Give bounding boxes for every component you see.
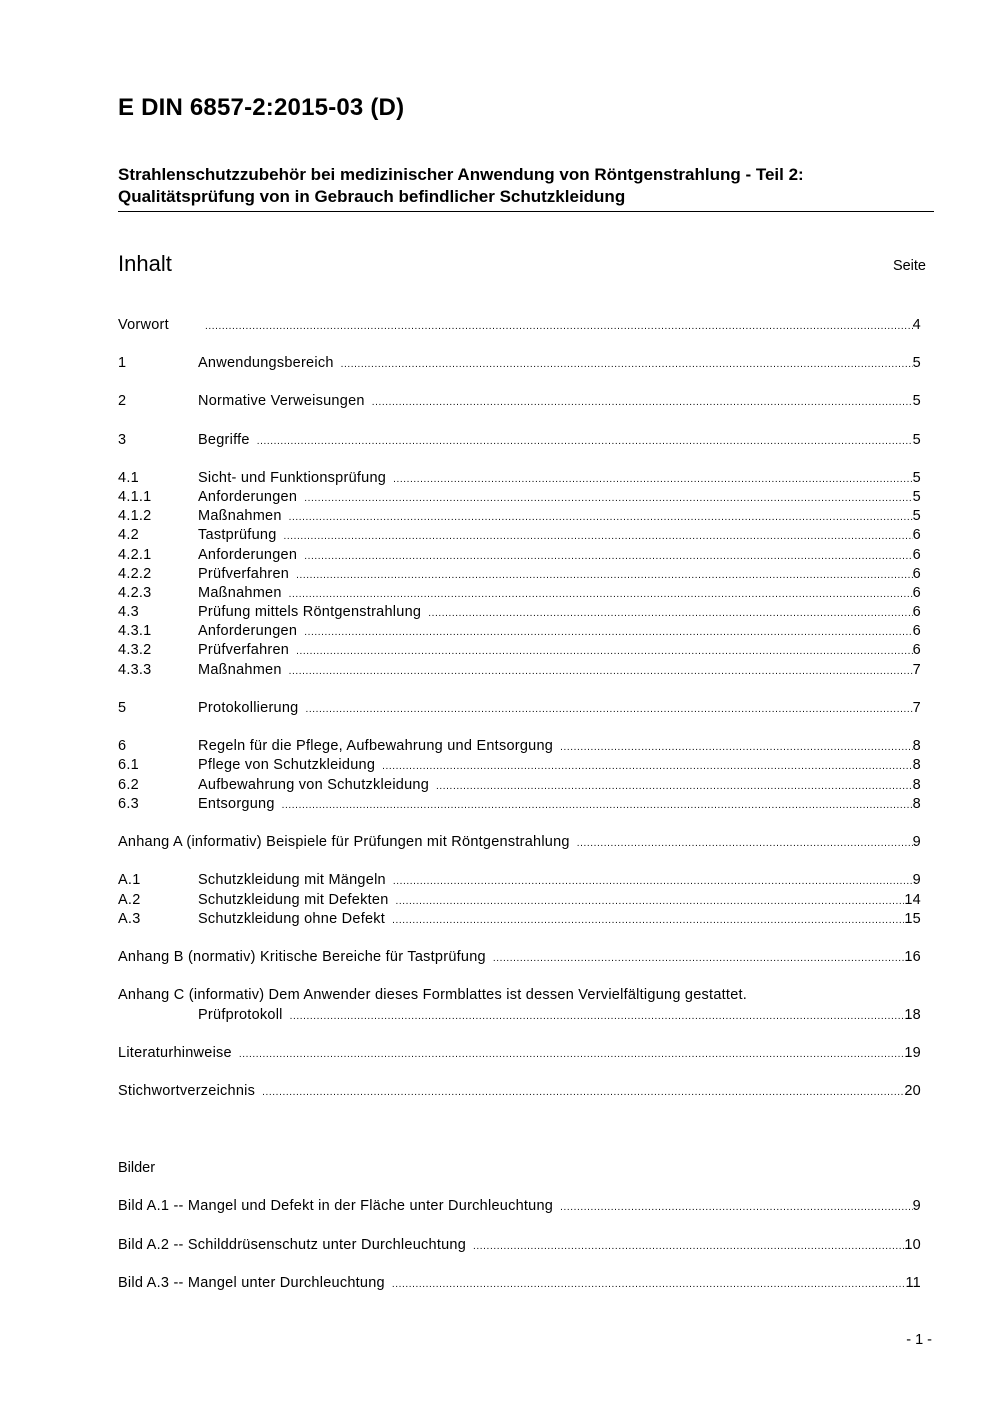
toc-entry-page: 5 — [912, 489, 921, 505]
toc-entry-anhang-a[interactable] — [118, 832, 921, 852]
toc-entry-number: 2 — [118, 393, 127, 409]
toc-entry-4-2-2[interactable] — [118, 564, 921, 584]
toc-entry-6[interactable] — [118, 736, 921, 756]
toc-entry-text: Stichwortverzeichnis — [118, 1083, 256, 1099]
toc-entry-anhang-b[interactable] — [118, 947, 921, 967]
figure-entry-a-2[interactable] — [118, 1235, 921, 1255]
toc-entry-page: 7 — [912, 700, 921, 716]
document-title — [118, 164, 934, 212]
toc-entry-number: 4.1.2 — [118, 508, 152, 524]
toc-heading: Inhalt — [118, 251, 172, 276]
title-line-2: Qualitätsprüfung von in Gebrauch befindlicher Schutzkleidung — [118, 187, 626, 206]
toc-entry-page: 8 — [912, 777, 921, 793]
toc-entry-page: 6 — [912, 585, 921, 601]
toc-entry-number: 4.2.3 — [118, 585, 152, 601]
figure-entry-text: Bild A.2 -- Schilddrüsenschutz unter Durchleuchtung — [118, 1237, 467, 1253]
toc-entry-page: 14 — [904, 892, 921, 908]
toc-leader-dots — [282, 796, 913, 816]
toc-leader-dots — [382, 757, 913, 777]
figure-entry-text: Bild A.3 -- Mangel unter Durchleuchtung — [118, 1275, 385, 1291]
toc-entry-page: 5 — [912, 508, 921, 524]
toc-leader-dots — [305, 700, 912, 720]
toc-entry-page: 15 — [904, 911, 921, 927]
toc-entry-page: 5 — [912, 470, 921, 486]
page-column-label: Seite — [892, 258, 926, 274]
toc-entry-text: Prüfung mittels Röntgenstrahlung — [198, 604, 422, 620]
toc-entry-text: Pflege von Schutzkleidung — [198, 757, 376, 773]
toc-entry-number: 5 — [118, 700, 127, 716]
toc-entry-text: Protokollierung — [198, 700, 299, 716]
toc-entry-text: Entsorgung — [198, 796, 275, 812]
toc-entry-number: A.2 — [118, 892, 141, 908]
figure-entry-text: Bild A.1 -- Mangel und Defekt in der Fläche unter Durchleuchtung — [118, 1198, 554, 1214]
toc-entry-number: 4.1.1 — [118, 489, 152, 505]
toc-entry-page: 8 — [912, 738, 921, 754]
toc-leader-dots — [392, 911, 904, 931]
figure-entry-page: 9 — [912, 1198, 921, 1214]
toc-entry-6-3[interactable] — [118, 794, 921, 814]
toc-entry-stichwortverzeichnis[interactable] — [118, 1081, 921, 1101]
toc-entry-a-2[interactable] — [118, 890, 921, 910]
toc-entry-page: 6 — [912, 642, 921, 658]
toc-entry-literaturhinweise[interactable] — [118, 1043, 921, 1063]
figure-entry-page: 10 — [904, 1237, 921, 1253]
figures-heading: Bilder — [118, 1160, 156, 1176]
figure-entry-a-3[interactable] — [118, 1273, 921, 1293]
toc-entry-4-1[interactable] — [118, 468, 921, 488]
toc-entry-number: A.1 — [118, 872, 141, 888]
toc-entry-number: 6.2 — [118, 777, 139, 793]
toc-entry-text: Normative Verweisungen — [198, 393, 365, 409]
toc-entry-number: 1 — [118, 355, 127, 371]
toc-entry-4-3-1[interactable] — [118, 621, 921, 641]
toc-entry-page: 6 — [912, 604, 921, 620]
toc-entry-text: Maßnahmen — [198, 508, 282, 524]
toc-leader-dots — [372, 393, 913, 413]
toc-entry-page: 8 — [912, 757, 921, 773]
toc-entry-text: Maßnahmen — [198, 662, 282, 678]
document-id: E DIN 6857-2:2015-03 (D) — [118, 94, 405, 121]
toc-entry-4-1-1[interactable] — [118, 487, 921, 507]
toc-entry-number: 4.3.2 — [118, 642, 152, 658]
toc-entry-4-1-2[interactable] — [118, 506, 921, 526]
toc-entry-text: Vorwort — [118, 317, 169, 333]
toc-entry-6-2[interactable] — [118, 775, 921, 795]
toc-entry-page: 16 — [904, 949, 921, 965]
toc-entry-page: 5 — [912, 393, 921, 409]
toc-leader-dots — [341, 355, 913, 375]
toc-entry-page: 8 — [912, 796, 921, 812]
toc-entry-number: 6.3 — [118, 796, 139, 812]
toc-leader-dots — [296, 642, 913, 662]
toc-entry-text: Anhang B (normativ) Kritische Bereiche für Tastprüfung — [118, 949, 486, 965]
toc-entry-text: Prüfverfahren — [198, 566, 290, 582]
toc-entry-text: Anforderungen — [198, 623, 298, 639]
toc-entry-text: Maßnahmen — [198, 585, 282, 601]
toc-entry-text: Regeln für die Pflege, Aufbewahrung und Entsorgung — [198, 738, 554, 754]
toc-entry-text: Tastprüfung — [198, 527, 277, 543]
toc-entry-text: Schutzkleidung mit Mängeln — [198, 872, 386, 888]
toc-entry-text: Begriffe — [198, 432, 250, 448]
toc-entry-page: 9 — [912, 872, 921, 888]
toc-entry-4-3[interactable] — [118, 602, 921, 622]
toc-leader-dots — [290, 1007, 905, 1027]
toc-entry-number: 4.2.1 — [118, 547, 152, 563]
toc-entry-number: 4.3 — [118, 604, 139, 620]
page-number: - 1 - — [906, 1332, 932, 1348]
toc-entry-3[interactable] — [118, 430, 921, 450]
toc-entry-text: Anhang A (informativ) Beispiele für Prüfungen mit Röntgenstrahlung — [118, 834, 570, 850]
toc-entry-page: 6 — [912, 623, 921, 639]
toc-entry-page: 4 — [912, 317, 921, 333]
toc-entry-number: 4.2 — [118, 527, 139, 543]
toc-entry-4-2[interactable] — [118, 525, 921, 545]
toc-entry-anhang-c[interactable] — [118, 1005, 921, 1025]
toc-entry-number: 6.1 — [118, 757, 139, 773]
toc-leader-dots — [493, 949, 905, 969]
toc-entry-6-1[interactable] — [118, 755, 921, 775]
toc-leader-dots — [577, 834, 913, 854]
toc-entry-page: 20 — [904, 1083, 921, 1099]
toc-leader-dots — [262, 1083, 904, 1103]
toc-leader-dots — [560, 1198, 913, 1218]
toc-entry-page: 7 — [912, 662, 921, 678]
toc-entry-number: A.3 — [118, 911, 141, 927]
toc-entry-number: 4.1 — [118, 470, 139, 486]
toc-entry-1[interactable] — [118, 353, 921, 373]
toc-entry-page: 18 — [904, 1007, 921, 1023]
toc-entry-page: 19 — [904, 1045, 921, 1061]
toc-entry-number: 4.3.1 — [118, 623, 152, 639]
toc-entry-number: 4.2.2 — [118, 566, 152, 582]
toc-entry-page: 6 — [912, 547, 921, 563]
toc-leader-dots — [284, 527, 913, 547]
toc-entry-number: 3 — [118, 432, 127, 448]
toc-entry-text: Prüfverfahren — [198, 642, 290, 658]
toc-entry-text: Literaturhinweise — [118, 1045, 232, 1061]
toc-entry-a-3[interactable] — [118, 909, 921, 929]
title-line-1: Strahlenschutzzubehör bei medizinischer Anwendung von Röntgenstrahlung - Teil 2: — [118, 165, 804, 184]
toc-leader-dots — [392, 1275, 906, 1295]
toc-entry-text: Schutzkleidung ohne Defekt — [198, 911, 386, 927]
toc-leader-dots — [205, 317, 913, 337]
figure-entry-a-1[interactable] — [118, 1196, 921, 1216]
toc-entry-anhang-c-heading[interactable]: Anhang C (informativ) Dem Anwender dieses Formblattes ist dessen Vervielfältigung gestattet. — [118, 987, 748, 1003]
toc-entry-number: 4.3.3 — [118, 662, 152, 678]
toc-leader-dots — [393, 872, 913, 892]
toc-entry-text: Anforderungen — [198, 547, 298, 563]
toc-leader-dots — [239, 1045, 904, 1065]
toc-entry-text: Prüfprotokoll — [198, 1007, 283, 1023]
toc-entry-text: Aufbewahrung von Schutzkleidung — [198, 777, 430, 793]
toc-entry-4-2-3[interactable] — [118, 583, 921, 603]
toc-entry-text: Schutzkleidung mit Defekten — [198, 892, 389, 908]
toc-leader-dots — [473, 1237, 904, 1257]
figure-entry-page: 11 — [905, 1275, 921, 1291]
toc-entry-page: 5 — [912, 432, 921, 448]
toc-entry-4-2-1[interactable] — [118, 545, 921, 565]
toc-entry-page: 6 — [912, 566, 921, 582]
toc-entry-text: Anwendungsbereich — [198, 355, 334, 371]
toc-entry-5[interactable] — [118, 698, 921, 718]
toc-entry-vorwort[interactable] — [118, 315, 921, 335]
toc-entry-page: 6 — [912, 527, 921, 543]
toc-entry-4-3-2[interactable] — [118, 640, 921, 660]
toc-entry-2[interactable] — [118, 391, 921, 411]
toc-entry-text: Anforderungen — [198, 489, 298, 505]
toc-entry-4-3-3[interactable] — [118, 660, 921, 680]
toc-entry-page: 9 — [912, 834, 921, 850]
toc-entry-a-1[interactable] — [118, 870, 921, 890]
toc-entry-text: Sicht- und Funktionsprüfung — [198, 470, 387, 486]
toc-entry-page: 5 — [912, 355, 921, 371]
toc-leader-dots — [289, 662, 913, 682]
toc-entry-number: 6 — [118, 738, 127, 754]
toc-leader-dots — [257, 432, 913, 452]
